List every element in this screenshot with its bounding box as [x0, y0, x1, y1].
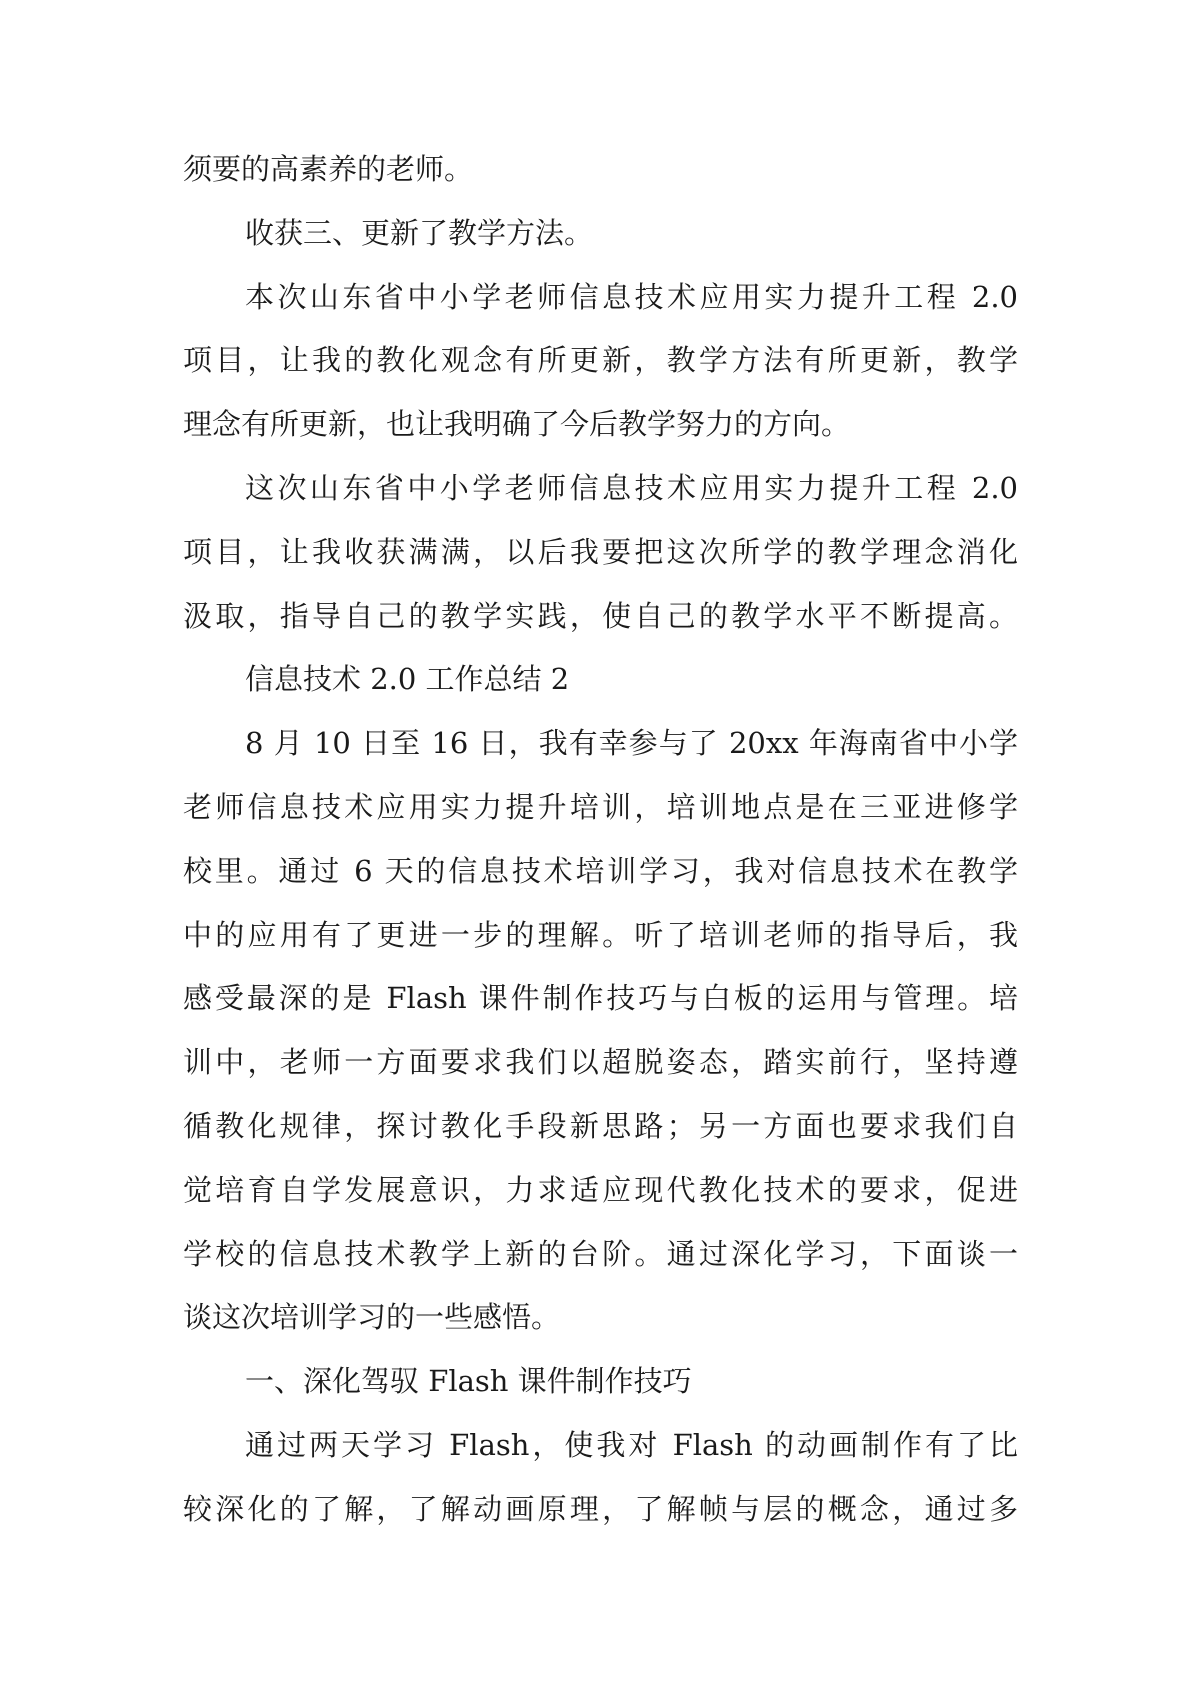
- text-line: 汲取，指导自己的教学实践，使自己的教学水平不断提高。: [183, 598, 1018, 633]
- text-line: 学校的信息技术教学上新的台阶。通过深化学习，下面谈一: [183, 1236, 1018, 1271]
- text-line: 本次山东省中小学老师信息技术应用实力提升工程 2.0: [245, 279, 1018, 314]
- text-line: 通过两天学习 Flash，使我对 Flash 的动画制作有了比: [245, 1427, 1018, 1462]
- text-line: 中的应用有了更进一步的理解。听了培训老师的指导后，我: [183, 917, 1018, 952]
- text-line: 这次山东省中小学老师信息技术应用实力提升工程 2.0: [245, 470, 1018, 505]
- section-heading: 收获三、更新了教学方法。: [245, 215, 594, 250]
- text-line: 理念有所更新，也让我明确了今后教学努力的方向。: [183, 407, 851, 442]
- text-line: 谈这次培训学习的一些感悟。: [183, 1300, 561, 1335]
- section-heading: 一、深化驾驭 Flash 课件制作技巧: [245, 1364, 692, 1399]
- text-line: 感受最深的是 Flash 课件制作技巧与白板的运用与管理。培: [183, 981, 1018, 1016]
- text-line: 觉培育自学发展意识，力求适应现代教化技术的要求，促进: [183, 1172, 1018, 1207]
- text-line: 须要的高素养的老师。: [183, 152, 474, 186]
- text-line: 项目，让我收获满满，以后我要把这次所学的教学理念消化: [183, 534, 1018, 569]
- text-line: 老师信息技术应用实力提升培训，培训地点是在三亚进修学: [183, 789, 1018, 824]
- text-line: 较深化的了解，了解动画原理，了解帧与层的概念，通过多: [183, 1491, 1018, 1526]
- text-line: 循教化规律，探讨教化手段新思路；另一方面也要求我们自: [183, 1108, 1018, 1143]
- document-body: [183, 138, 1018, 1542]
- text-line: 项目，让我的教化观念有所更新，教学方法有所更新，教学: [183, 343, 1018, 378]
- text-line: 校里。通过 6 天的信息技术培训学习，我对信息技术在教学: [183, 853, 1018, 888]
- text-line: 训中，老师一方面要求我们以超脱姿态，踏实前行，坚持遵: [183, 1045, 1018, 1080]
- text-line: 8 月 10 日至 16 日，我有幸参与了 20xx 年海南省中小学: [245, 726, 1018, 761]
- section-heading: 信息技术 2.0 工作总结 2: [245, 662, 570, 697]
